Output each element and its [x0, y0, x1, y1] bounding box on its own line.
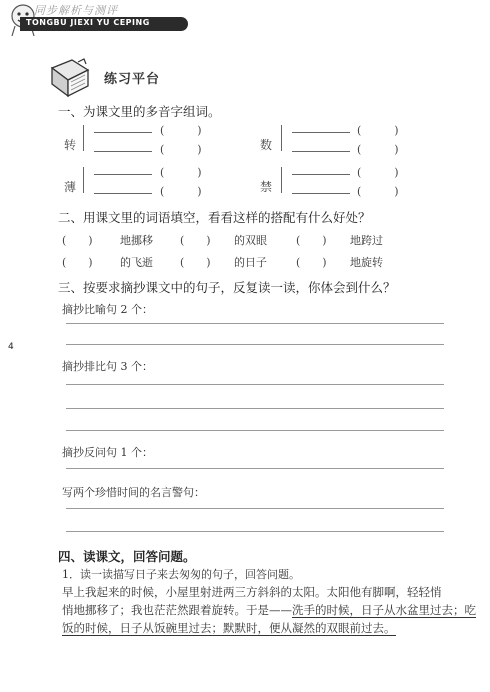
q1-blank[interactable] — [94, 151, 152, 152]
passage-underlined: 洗手的时候，日子从水盆里过去；吃 — [292, 603, 476, 617]
q1-blank[interactable] — [94, 132, 152, 133]
q2-phrase: 的日子 — [234, 256, 267, 269]
q2-paren: ( ) — [180, 256, 211, 269]
page-number: 4 — [8, 342, 14, 352]
passage-line: 早上我起来的时候，小屋里射进两三方斜斜的太阳。太阳他有脚啊，轻轻悄 — [62, 585, 442, 599]
q1-char-bao: 薄 — [64, 180, 77, 194]
passage-underlined: 默默时，便从凝然的双眼前过去。 — [223, 621, 396, 635]
q1-brace — [83, 125, 92, 151]
q3-prompt-rhetorical: 摘抄反问句 1 个： — [62, 446, 153, 459]
q1-brace — [83, 167, 92, 193]
answer-line[interactable] — [66, 384, 444, 385]
q1-paren: ( ) — [357, 143, 399, 156]
q2-paren: ( ) — [180, 234, 211, 247]
answer-line[interactable] — [66, 531, 444, 532]
q2-phrase: 的双眼 — [234, 234, 267, 247]
answer-line[interactable] — [66, 344, 444, 345]
q2-phrase: 地挪移 — [120, 234, 153, 247]
passage-underlined: 饭的时候，日子从饭碗里过去； — [62, 621, 223, 635]
passage-line — [62, 619, 396, 638]
q2-phrase: 地跨过 — [350, 234, 383, 247]
q1-paren: ( ) — [160, 143, 202, 156]
q1-brace — [281, 125, 290, 151]
book-icon — [48, 58, 92, 98]
q1-blank[interactable] — [292, 174, 350, 175]
q2-phrase: 的飞逝 — [120, 256, 153, 269]
passage-text: 悄地挪移了；我也茫茫然跟着旋转。于是—— — [62, 603, 292, 617]
q3-title: 三、按要求摘抄课文中的句子，反复读一读，你体会到什么？ — [58, 280, 396, 295]
q3-prompt-simile: 摘抄比喻句 2 个： — [62, 303, 153, 316]
q1-brace — [281, 167, 290, 193]
answer-line[interactable] — [66, 323, 444, 324]
q4-sub1: 1．读一读描写日子来去匆匆的句子，回答问题。 — [62, 568, 300, 581]
q1-blank[interactable] — [292, 193, 350, 194]
q1-char-shu: 数 — [260, 138, 273, 152]
header-script-title: 同步解析与测评 — [34, 4, 118, 17]
answer-line[interactable] — [66, 468, 444, 469]
q3-prompt-quotes: 写两个珍惜时间的名言警句： — [62, 486, 205, 499]
q2-paren: ( ) — [296, 256, 327, 269]
q1-title: 一、为课文里的多音字组词。 — [58, 104, 221, 119]
q1-char-jin: 禁 — [260, 180, 273, 194]
q2-title: 二、用课文里的词语填空，看看这样的搭配有什么好处？ — [58, 210, 371, 225]
q2-paren: ( ) — [296, 234, 327, 247]
answer-line[interactable] — [66, 508, 444, 509]
q1-paren: ( ) — [357, 166, 399, 179]
answer-line[interactable] — [66, 408, 444, 409]
passage-line — [62, 601, 476, 620]
answer-line[interactable] — [66, 430, 444, 431]
q1-paren: ( ) — [160, 166, 202, 179]
q1-paren: ( ) — [357, 124, 399, 137]
q4-title: 四、读课文，回答问题。 — [58, 549, 196, 564]
q2-paren: ( ) — [62, 256, 93, 269]
q2-phrase: 地旋转 — [350, 256, 383, 269]
q2-paren: ( ) — [62, 234, 93, 247]
q1-blank[interactable] — [94, 174, 152, 175]
q1-paren: ( ) — [160, 124, 202, 137]
section-title: 练习平台 — [104, 72, 161, 87]
q1-paren: ( ) — [357, 185, 399, 198]
header-bar-text: TONGBU JIEXI YU CEPING — [26, 18, 150, 27]
q3-prompt-parallelism: 摘抄排比句 3 个： — [62, 360, 153, 373]
q1-paren: ( ) — [160, 185, 202, 198]
q1-blank[interactable] — [94, 193, 152, 194]
q1-blank[interactable] — [292, 132, 350, 133]
q1-char-zhuan: 转 — [64, 138, 77, 152]
q1-blank[interactable] — [292, 151, 350, 152]
